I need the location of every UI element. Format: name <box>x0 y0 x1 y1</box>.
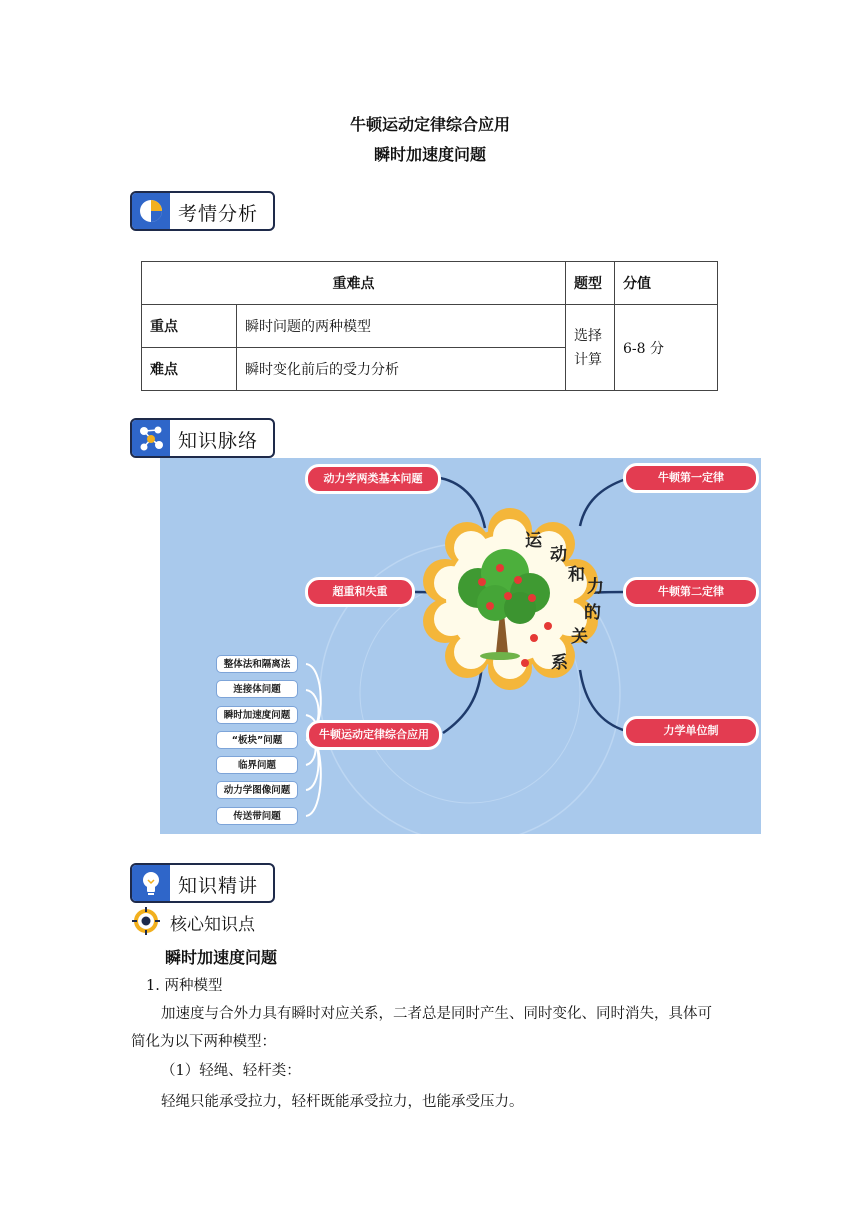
center-char: 的 <box>584 603 601 623</box>
center-char: 运 <box>525 531 542 551</box>
node-weight: 超重和失重 <box>305 577 415 607</box>
table-row-content-key: 瞬时问题的两种模型 <box>237 305 566 348</box>
section-header-kaoqing <box>130 191 275 231</box>
list-item-models: 1. 两种模型 <box>146 978 223 994</box>
center-char: 力 <box>587 577 604 597</box>
table-header-score: 分值 <box>615 262 718 305</box>
sub-node: “板块”问题 <box>216 731 298 749</box>
table-header-difficulty: 重难点 <box>142 262 566 305</box>
topic-heading: 瞬时加速度问题 <box>165 948 278 967</box>
score-cell: 6-8 分 <box>615 305 718 391</box>
section-label: 知识脉络 <box>178 430 259 452</box>
section-header-mailuo <box>130 418 275 458</box>
table-row-label-hard: 难点 <box>142 348 237 391</box>
question-type-cell <box>566 305 615 391</box>
section-label: 知识精讲 <box>178 875 259 897</box>
section-label: 考情分析 <box>178 203 259 225</box>
node-newton-second: 牛顿第二定律 <box>623 577 759 607</box>
sub-node: 连接体问题 <box>216 680 298 698</box>
question-type-calc: 计算 <box>574 351 602 368</box>
section-header-jingjiang <box>130 863 275 903</box>
sub-node: 临界问题 <box>216 756 298 774</box>
sub-node: 传送带问题 <box>216 807 298 825</box>
sub-node: 动力学图像问题 <box>216 781 298 799</box>
paragraph-line: 简化为以下两种模型： <box>131 1034 276 1050</box>
sub-node: 整体法和隔离法 <box>216 655 298 673</box>
table-row-label-key: 重点 <box>142 305 237 348</box>
knowledge-mindmap <box>160 458 761 834</box>
center-char: 动 <box>550 545 567 565</box>
target-icon <box>132 907 160 935</box>
network-icon <box>132 420 170 456</box>
node-newton-first: 牛顿第一定律 <box>623 463 759 493</box>
sub-node: 瞬时加速度问题 <box>216 706 298 724</box>
question-type-choice: 选择 <box>574 327 602 344</box>
exam-analysis-table <box>141 261 718 391</box>
node-newton-application: 牛顿运动定律综合应用 <box>306 720 442 750</box>
paragraph-line: 轻绳只能承受拉力，轻杆既能承受拉力，也能承受压力。 <box>161 1094 524 1110</box>
mindmap-connectors <box>160 458 761 834</box>
center-char: 系 <box>551 653 568 673</box>
center-char: 关 <box>571 627 588 647</box>
table-row-content-hard: 瞬时变化前后的受力分析 <box>237 348 566 391</box>
node-dynamics-basic: 动力学两类基本问题 <box>305 464 441 494</box>
node-unit-system: 力学单位制 <box>623 716 759 746</box>
document-title: 牛顿运动定律综合应用 <box>349 115 510 134</box>
lightbulb-icon <box>132 865 170 901</box>
sub-heading: （1）轻绳、轻杆类： <box>161 1063 301 1079</box>
table-header-type: 题型 <box>566 262 615 305</box>
pie-chart-icon <box>132 193 170 229</box>
paragraph-line: 加速度与合外力具有瞬时对应关系，二者总是同时产生、同时变化、同时消失，具体可 <box>161 1006 712 1022</box>
document-subtitle: 瞬时加速度问题 <box>373 145 486 164</box>
core-knowledge-heading: 核心知识点 <box>170 915 255 935</box>
center-char: 和 <box>568 565 585 585</box>
